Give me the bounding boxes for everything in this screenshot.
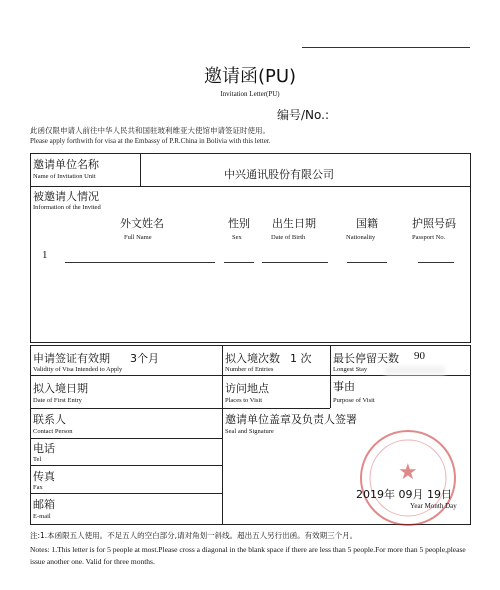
first-entry-label-en: Date of First Entry bbox=[33, 397, 82, 404]
seal-label-en: Seal and Signature bbox=[225, 428, 274, 435]
divider bbox=[30, 465, 222, 466]
divider bbox=[30, 186, 471, 187]
contact-label-cn: 联系人 bbox=[33, 413, 66, 426]
column-dob-en: Date of Birth bbox=[271, 234, 306, 241]
invited-info-label-en: Information of the Invited bbox=[33, 204, 101, 211]
fax-label-en: Fax bbox=[33, 484, 43, 491]
divider bbox=[330, 375, 471, 376]
notes-en: Notes: 1.This letter is for 5 people at most.Please cross a diagonal in the blank space if there are less than 5 people.For more than 5 people,please issue another one. Valid for three months. bbox=[30, 545, 466, 566]
unit-name-value: 中兴通讯股份有限公司 bbox=[224, 168, 334, 181]
column-full-name-en: Full Name bbox=[124, 234, 152, 241]
company-seal-stamp bbox=[360, 430, 456, 526]
number-underline bbox=[302, 47, 470, 48]
purpose-label-cn: 事由 bbox=[333, 380, 355, 393]
intro-text-cn: 此函仅限申请人前往中华人民共和国驻玻利维亚大使馆申请签证时使用。 bbox=[30, 126, 270, 135]
column-nationality-cn: 国籍 bbox=[356, 217, 378, 230]
places-label-en: Places to Visit bbox=[225, 397, 263, 404]
notes-cn: 注:1.本函限五人使用。不足五人的空白部分,请对角划一斜线。超出五人另行出函。有效期三个月。 bbox=[30, 531, 358, 540]
unit-name-label-cn: 邀请单位名称 bbox=[33, 158, 99, 171]
signature-date-en: Year Month Day bbox=[410, 502, 457, 510]
tel-label-cn: 电话 bbox=[33, 442, 55, 455]
divider bbox=[140, 153, 141, 186]
divider bbox=[30, 438, 222, 439]
unit-name-label-en: Name of Invitation Unit bbox=[33, 173, 96, 180]
passport-blank bbox=[418, 262, 454, 263]
document-number-label: 编号/No.: bbox=[277, 108, 330, 122]
validity-label-en: Validity of Visa Intended to Apply bbox=[33, 366, 123, 373]
tel-label-en: Tel bbox=[33, 456, 42, 463]
divider bbox=[330, 345, 331, 408]
column-dob-cn: 出生日期 bbox=[272, 217, 316, 230]
fax-label-cn: 传真 bbox=[33, 470, 55, 483]
nationality-blank bbox=[347, 262, 387, 263]
column-passport-cn: 护照号码 bbox=[412, 217, 456, 230]
column-nationality-en: Nationality bbox=[346, 234, 376, 241]
intro-text-en: Please apply forthwith for visa at the Embassy of P.R.China in Bolivia with this letter. bbox=[30, 137, 271, 145]
email-label-en: E-mail bbox=[33, 513, 51, 520]
longest-stay-value: 90 bbox=[414, 350, 425, 362]
places-label-cn: 访问地点 bbox=[225, 382, 269, 395]
longest-stay-label-cn: 最长停留天数 bbox=[333, 352, 399, 365]
invited-info-label-cn: 被邀请人情况 bbox=[33, 190, 99, 203]
row-number: 1 bbox=[42, 249, 48, 261]
divider bbox=[30, 408, 330, 409]
column-passport-en: Passport No. bbox=[412, 234, 446, 241]
column-sex-en: Sex bbox=[232, 234, 242, 241]
entries-label-en: Number of Entries bbox=[225, 366, 274, 373]
seal-star-icon: ★ bbox=[398, 460, 418, 485]
contact-label-en: Contact Person bbox=[33, 428, 73, 435]
column-full-name-cn: 外文姓名 bbox=[120, 217, 164, 230]
entries-value: 1 次 bbox=[290, 352, 312, 365]
column-sex-cn: 性别 bbox=[228, 217, 250, 230]
divider bbox=[222, 345, 223, 525]
seal-label-cn: 邀请单位盖章及负责人签署 bbox=[225, 413, 357, 426]
signature-date: 2019年 09月 19日 bbox=[356, 488, 452, 501]
entries-label-cn: 拟入境次数 bbox=[225, 352, 280, 365]
document-title: 邀请函(PU) bbox=[203, 66, 297, 87]
dob-blank bbox=[262, 262, 328, 263]
validity-value: 3个月 bbox=[130, 352, 159, 365]
first-entry-label-cn: 拟入境日期 bbox=[33, 382, 88, 395]
full-name-blank bbox=[65, 262, 215, 263]
longest-stay-label-en: Longest Stay bbox=[333, 366, 368, 373]
divider bbox=[30, 493, 222, 494]
purpose-label-en: Purpose of Visit bbox=[333, 397, 375, 404]
sex-blank bbox=[224, 262, 254, 263]
email-label-cn: 邮箱 bbox=[33, 498, 55, 511]
document-subtitle: Invitation Letter(PU) bbox=[220, 90, 280, 98]
redacted-area bbox=[385, 366, 445, 375]
validity-label-cn: 申请签证有效期 bbox=[33, 352, 110, 365]
